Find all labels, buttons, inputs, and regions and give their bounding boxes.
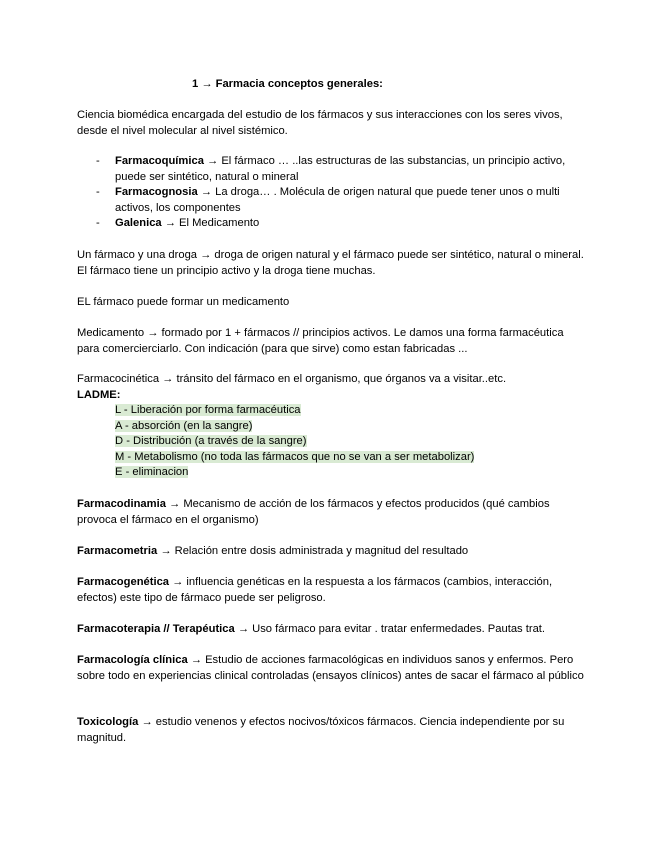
farmacocinetica-line: Farmacocinética → tránsito del fármaco en el organismo, que órganos va a visitar..etc. — [77, 373, 507, 385]
ladme-item: E - eliminacion — [115, 466, 189, 479]
intro-paragraph: Ciencia biomédica encargada del estudio de los fármacos y sus interacciones con los seres vivos, desde el nivel molecular al nivel sistémico. — [77, 109, 563, 137]
list-item: - Farmacoquímica → El fármaco … ..las estructuras de las substancias, un principio activo, puede ser sintético, natural o mineral — [96, 154, 566, 185]
ladme-list — [115, 403, 474, 481]
definition-farmacogenetica: Farmacogenética → influencia genéticas en la respuesta a los fármacos (cambios, interacción, efectos) este tipo de fármaco puede ser peligroso. — [77, 576, 553, 604]
farmaco-droga-paragraph: Un fármaco y una droga → droga de origen natural y el fármaco puede ser sintético, natural o mineral. El fármaco tiene un principio activo y la droga tiene muchas. — [77, 249, 584, 277]
branches-list — [96, 154, 566, 232]
medicamento-paragraph: Medicamento → formado por 1 + fármacos // principios activos. Le damos una forma farmacéutica para comercierciarlo. Con indicación (para que sirve) como estan fabricadas ... — [77, 327, 564, 355]
ladme-item: M - Metabolismo (no toda las fármacos que no se van a ser metabolizar) — [115, 450, 475, 463]
page-title: 1 → Farmacia conceptos generales: — [192, 78, 383, 90]
definition-farmacodinamia: Farmacodinamia → Mecanismo de acción de los fármacos y efectos producidos (qué cambios provoca el fármaco en el organismo) — [77, 498, 550, 526]
ladme-item: D - Distribución (a través de la sangre) — [115, 435, 307, 448]
list-item: - Galenica → El Medicamento — [96, 216, 566, 232]
ladme-item: A - absorción (en la sangre) — [115, 419, 253, 432]
ladme-title: LADME: — [77, 389, 121, 401]
definition-farmacologia-clinica: Farmacología clínica → Estudio de acciones farmacológicas en individuos sanos y enfermos. Pero sobre todo en experiencias clinical controladas (ensayos clínicos) antes de sacar el fármaco al público — [77, 654, 584, 682]
definition-farmacometria: Farmacometria → Relación entre dosis administrada y magnitud del resultado — [77, 545, 469, 557]
medicamento-line: EL fármaco puede formar un medicamento — [77, 296, 290, 308]
ladme-item: L - Liberación por forma farmacéutica — [115, 404, 301, 416]
list-item: - Farmacognosia → La droga… . Molécula de origen natural que puede tener unos o multi activos, los componentes — [96, 185, 566, 216]
definition-toxicologia: Toxicología → estudio venenos y efectos nocivos/tóxicos fármacos. Ciencia independiente por su magnitud. — [77, 716, 565, 744]
definition-farmacoterapia: Farmacoterapia // Terapéutica → Uso fármaco para evitar . tratar enfermedades. Pautas trat. — [77, 623, 546, 635]
